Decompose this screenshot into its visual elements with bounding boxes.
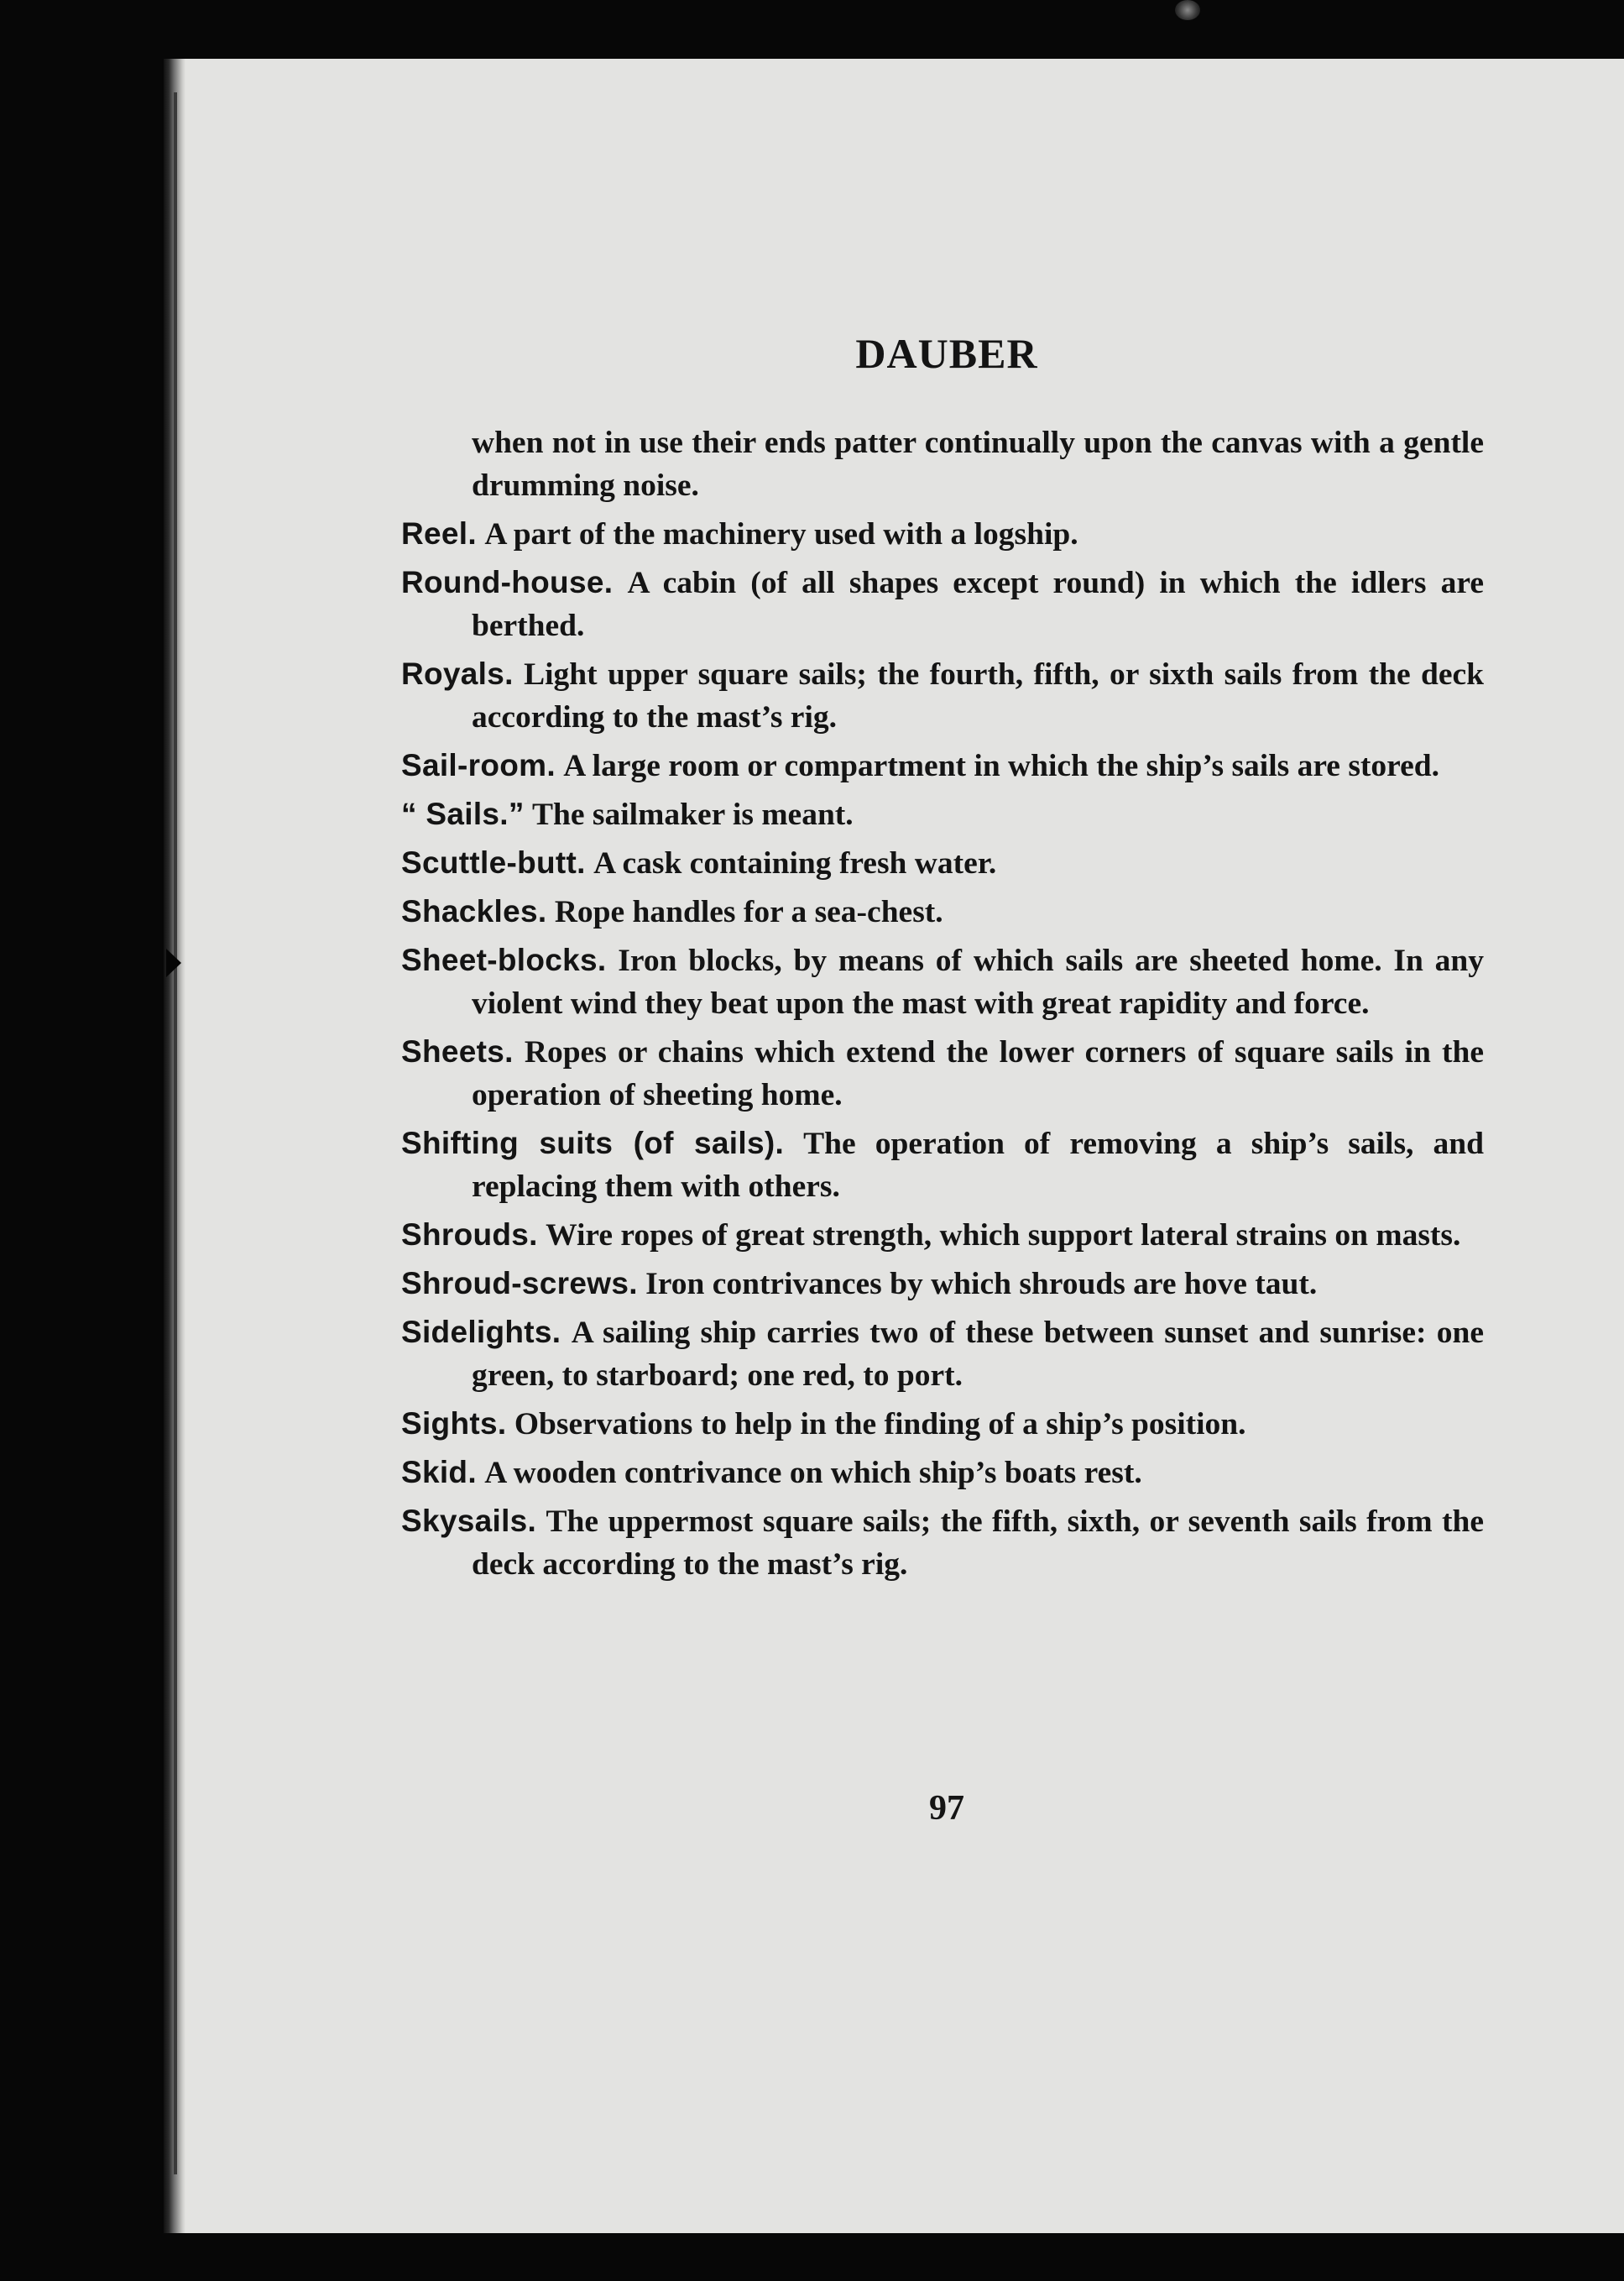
glossary-entry — [401, 1262, 1484, 1305]
book-page — [164, 59, 1624, 2233]
entry-definition: The sailmaker is meant. — [532, 798, 854, 832]
entry-definition: Light upper square sails; the fourth, fifth, or sixth sails from the deck according to the mast’s rig. — [472, 657, 1484, 735]
entry-term: Reel. — [401, 516, 477, 551]
glossary-entry — [401, 1213, 1484, 1257]
entry-term: Sidelights. — [401, 1315, 561, 1349]
glossary-entry — [401, 1311, 1484, 1397]
entry-definition: A cabin (of all shapes except round) in which the idlers are berthed. — [472, 566, 1485, 643]
entry-definition: Iron blocks, by means of which sails are sheeted home. In any violent wind they beat upon the mast with great rapidity and force. — [472, 944, 1485, 1021]
glossary-entry — [401, 1122, 1484, 1208]
running-header: DAUBER — [855, 330, 1038, 377]
entry-definition: Rope handles for a sea-chest. — [554, 895, 943, 929]
entry-definition: A wooden contrivance on which ship’s boats rest. — [484, 1456, 1142, 1490]
glossary-entry — [401, 1499, 1484, 1586]
glossary-entry — [401, 421, 1484, 507]
glossary-list — [401, 421, 1484, 1591]
entry-term: Shrouds. — [401, 1217, 538, 1252]
entry-term: Sheets. — [401, 1034, 514, 1069]
page-number: 97 — [929, 1789, 964, 1828]
entry-definition: Wire ropes of great strength, which support lateral strains on masts. — [546, 1218, 1461, 1253]
entry-definition: Iron contrivances by which shrouds are hove taut. — [645, 1267, 1318, 1301]
entry-definition: The uppermost square sails; the fifth, sixth, or seventh sails from the deck according to the mast’s rig. — [472, 1504, 1485, 1582]
entry-definition: Ropes or chains which extend the lower corners of square sails in the operation of sheeting home. — [472, 1035, 1485, 1112]
entry-definition: Observations to help in the finding of a ship’s position. — [514, 1407, 1246, 1441]
entry-term: Skid. — [401, 1455, 477, 1489]
entry-term: Shifting suits (of sails). — [401, 1126, 785, 1160]
entry-definition: A large room or compartment in which the ship’s sails are stored. — [563, 749, 1439, 783]
glossary-entry — [401, 793, 1484, 836]
entry-term: Round-house. — [401, 565, 614, 599]
entry-definition: A sailing ship carries two of these between sunset and sunrise: one green, to starboard; one red, to port. — [472, 1316, 1484, 1393]
entry-definition: A part of the machinery used with a logship. — [484, 517, 1078, 552]
entry-term: Sail-room. — [401, 748, 556, 782]
glossary-entry — [401, 841, 1484, 885]
glossary-entry — [401, 561, 1484, 647]
glossary-entry — [401, 652, 1484, 739]
entry-term: Sights. — [401, 1406, 507, 1441]
glossary-entry — [401, 744, 1484, 787]
entry-term: Shroud-screws. — [401, 1266, 638, 1300]
glossary-entry — [401, 1451, 1484, 1494]
entry-term: Skysails. — [401, 1504, 537, 1538]
entry-definition: when not in use their ends patter continually upon the canvas with a gentle drumming noise. — [472, 426, 1484, 503]
glossary-entry — [401, 512, 1484, 556]
glossary-entry — [401, 939, 1484, 1025]
glossary-entry — [401, 1030, 1484, 1117]
entry-term: Sheet-blocks. — [401, 943, 607, 977]
scan-blemish — [1175, 0, 1200, 20]
entry-term: “ Sails.” — [401, 797, 525, 831]
entry-term: Scuttle-butt. — [401, 845, 586, 880]
entry-definition: The operation of removing a ship’s sails, and replacing them with others. — [472, 1127, 1484, 1204]
entry-definition: A cask containing fresh water. — [593, 846, 997, 881]
entry-term: Royals. — [401, 657, 514, 691]
glossary-entry — [401, 1402, 1484, 1446]
entry-term: Shackles. — [401, 894, 547, 929]
glossary-entry — [401, 890, 1484, 934]
binding-edge-line — [174, 92, 177, 2174]
